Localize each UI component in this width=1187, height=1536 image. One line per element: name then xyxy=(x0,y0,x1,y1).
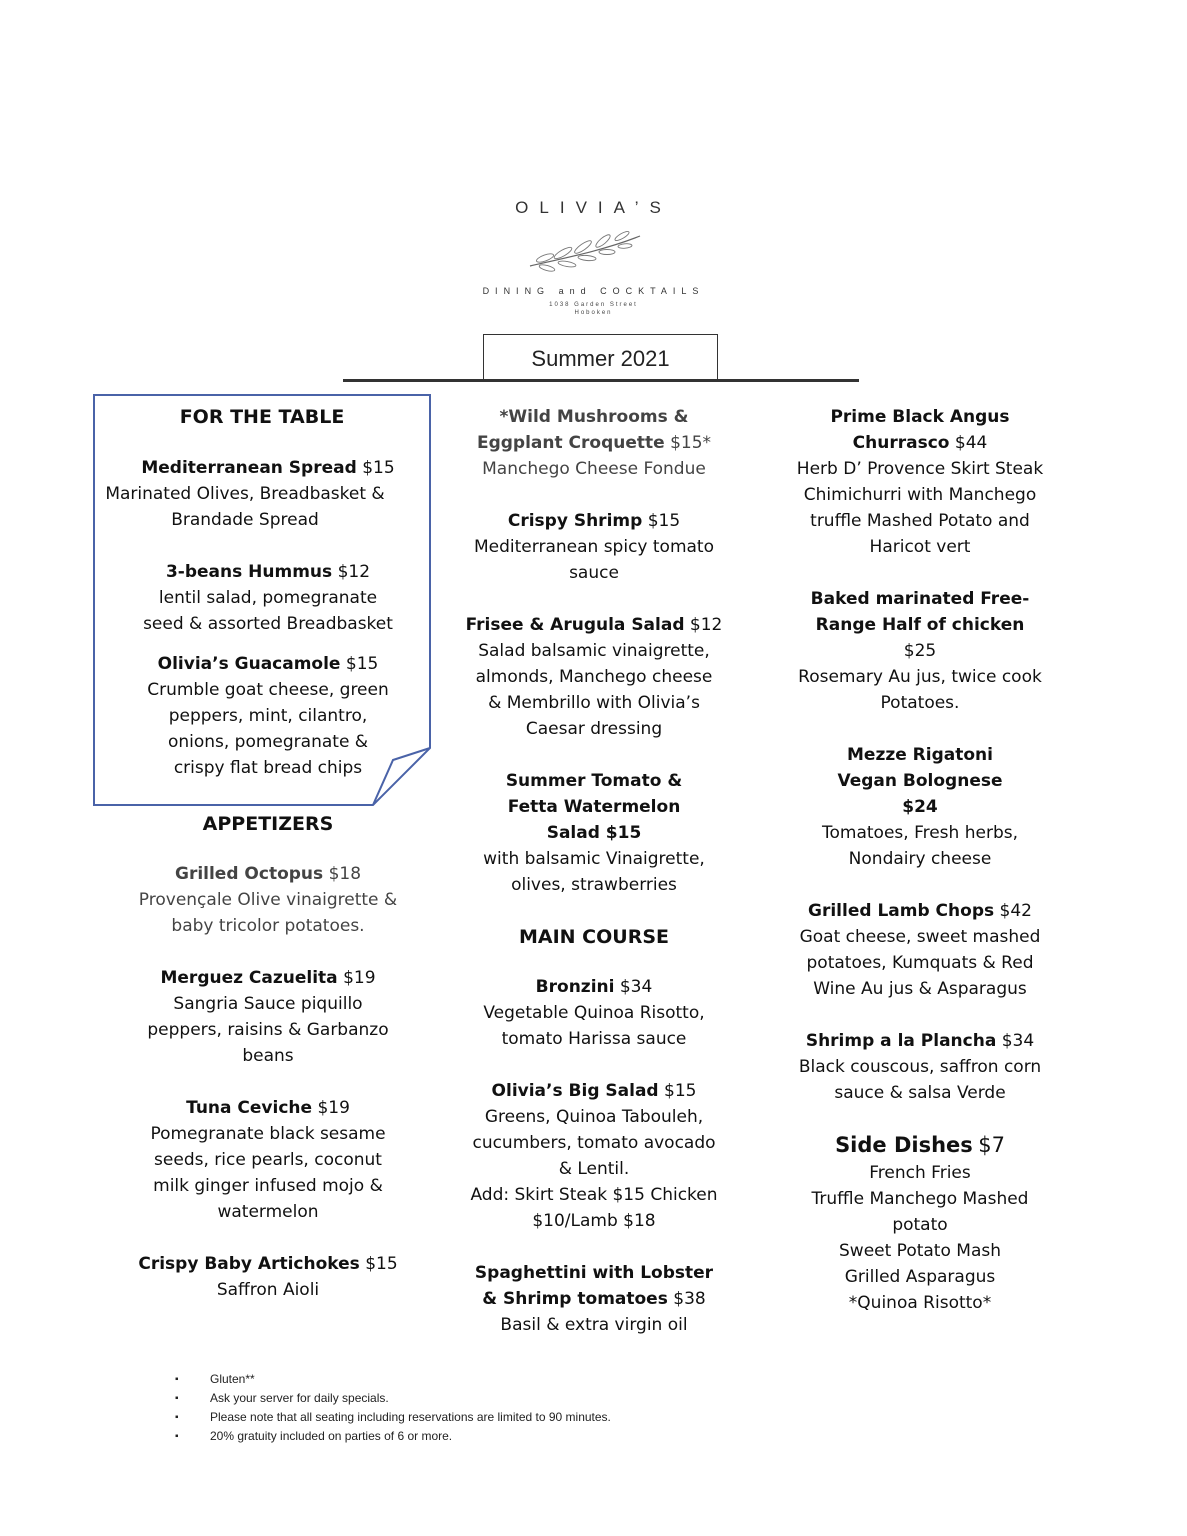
item-price: $19 xyxy=(343,968,376,988)
item-desc: Vegetable Quinoa Risotto, tomato Harissa sauce xyxy=(483,1003,705,1049)
side-item: Grilled Asparagus xyxy=(844,1267,996,1287)
menu-item xyxy=(95,861,441,939)
item-desc: Provençale Olive vinaigrette & baby tricolor potatoes. xyxy=(138,890,398,936)
side-item: *Quinoa Risotto* xyxy=(848,1293,992,1313)
item-price: $44 xyxy=(954,433,988,453)
item-name: Grilled Octopus xyxy=(174,864,324,884)
item-name: *Wild Mushrooms & Eggplant Croquette xyxy=(476,407,689,453)
item-price: $19 xyxy=(317,1098,350,1118)
side-dishes-price: $7 xyxy=(978,1133,1005,1157)
section-title-side-dishes: Side Dishes xyxy=(835,1133,973,1157)
side-dishes xyxy=(770,1132,1070,1316)
item-desc: Manchego Cheese Fondue xyxy=(482,459,706,479)
item-name: Olivia’s Guacamole xyxy=(157,654,341,674)
item-price: $25 xyxy=(903,641,937,661)
item-name: Grilled Lamb Chops xyxy=(808,901,995,921)
item-desc: Greens, Quinoa Tabouleh, cucumbers, tomato avocado & Lentil. xyxy=(472,1107,716,1179)
item-name: 3-beans Hummus xyxy=(165,562,333,582)
menu-item xyxy=(446,974,742,1052)
left-column xyxy=(95,404,441,1303)
item-price: $15 xyxy=(365,1254,398,1274)
item-desc: Marinated Olives, Breadbasket & Brandade Spread xyxy=(105,484,385,530)
item-name: Tuna Ceviche xyxy=(186,1098,313,1118)
menu-item xyxy=(95,651,441,781)
section-title-appetizers: APPETIZERS xyxy=(202,813,334,835)
item-extra: Add: Skirt Steak $15 Chicken $10/Lamb $18 xyxy=(470,1185,718,1231)
item-name: Frisee & Arugula Salad xyxy=(465,615,685,635)
item-desc: lentil salad, pomegranate seed & assorted Breadbasket xyxy=(143,588,393,634)
note-item: ▪ Please note that all seating including reservations are limited to 90 minutes. xyxy=(175,1408,611,1427)
menu-item xyxy=(770,898,1070,1002)
footer-notes xyxy=(175,1370,611,1446)
item-price: $12 xyxy=(337,562,371,582)
side-item: Truffle Manchego Mashed potato xyxy=(811,1189,1029,1235)
item-name: Crispy Shrimp xyxy=(507,511,643,531)
menu-item xyxy=(95,1095,441,1225)
side-item: Sweet Potato Mash xyxy=(839,1241,1001,1261)
olive-branch-icon xyxy=(525,228,645,276)
header-rule xyxy=(343,379,859,382)
menu-item xyxy=(446,1260,742,1338)
section-title-for-the-table: FOR THE TABLE xyxy=(179,406,345,428)
menu-item xyxy=(446,612,742,742)
item-desc: Basil & extra virgin oil xyxy=(500,1315,688,1335)
item-price: $34 xyxy=(619,977,653,997)
menu-item xyxy=(95,559,441,637)
item-price: $42 xyxy=(999,901,1032,921)
item-name: Merguez Cazuelita xyxy=(160,968,338,988)
section-title-main-course: MAIN COURSE xyxy=(518,926,669,948)
item-name: Shrimp a la Plancha xyxy=(805,1031,997,1051)
item-price: $34 xyxy=(1001,1031,1035,1051)
item-desc: Crumble goat cheese, green peppers, mint, cilantro, onions, pomegranate & crispy flat bread chips xyxy=(147,680,389,778)
menu-item xyxy=(770,586,1070,716)
right-column xyxy=(770,404,1070,1316)
brand-name: OLIVIA’S xyxy=(515,198,672,217)
item-desc: Tomatoes, Fresh herbs, Nondairy cheese xyxy=(822,823,1018,869)
item-desc: Goat cheese, sweet mashed potatoes, Kumquats & Red Wine Au jus & Asparagus xyxy=(799,927,1041,999)
menu-item xyxy=(446,768,742,898)
item-desc: Saffron Aioli xyxy=(216,1280,320,1300)
item-desc: Mediterranean spicy tomato sauce xyxy=(474,537,714,583)
item-price: $15* xyxy=(670,433,712,453)
item-price: $12 xyxy=(689,615,723,635)
item-desc: Sangria Sauce piquillo peppers, raisins & Garbanzo beans xyxy=(147,994,389,1066)
note-item: ▪ 20% gratuity included on parties of 6 or more. xyxy=(175,1427,611,1446)
note-item: ▪ Gluten** xyxy=(175,1370,611,1389)
item-desc: Black couscous, saffron corn sauce & salsa Verde xyxy=(798,1057,1042,1103)
item-name: Mediterranean Spread xyxy=(141,458,357,478)
item-price: $15 xyxy=(345,654,379,674)
note-item: ▪ Ask your server for daily specials. xyxy=(175,1389,611,1408)
item-price: $15 xyxy=(362,458,395,478)
item-price: $38 xyxy=(673,1289,706,1309)
menu-item xyxy=(446,508,742,586)
menu-item xyxy=(95,1251,441,1303)
item-price: $18 xyxy=(328,864,362,884)
brand-subtitle: DINING and COCKTAILS xyxy=(482,286,705,296)
menu-item xyxy=(770,1028,1070,1106)
item-name: Spaghettini with Lobster & Shrimp tomatoes xyxy=(474,1263,714,1309)
item-name: Bronzini xyxy=(535,977,615,997)
menu-item xyxy=(446,1078,742,1234)
item-price: $15 xyxy=(647,511,681,531)
menu-item xyxy=(95,965,441,1069)
item-name: Summer Tomato & Fetta Watermelon Salad $15 xyxy=(505,771,683,843)
menu-item xyxy=(95,455,441,533)
item-price: $15 xyxy=(664,1081,697,1101)
menu-item xyxy=(770,742,1070,872)
menu-item xyxy=(770,404,1070,560)
address-street: 1038 Garden Street xyxy=(549,302,638,308)
item-desc: Herb D’ Provence Skirt Steak Chimichurri with Manchego truffle Mashed Potato and Haricot vert xyxy=(796,459,1044,557)
address-city: Hoboken xyxy=(574,310,613,316)
item-name: Baked marinated Free-Range Half of chicken xyxy=(810,589,1030,635)
middle-column xyxy=(446,404,742,1338)
side-item: French Fries xyxy=(869,1163,971,1183)
item-name: Crispy Baby Artichokes xyxy=(138,1254,360,1274)
item-name: Mezze Rigatoni Vegan Bolognese $24 xyxy=(837,745,1003,817)
item-desc: Pomegranate black sesame seeds, rice pearls, coconut milk ginger infused mojo & watermelon xyxy=(150,1124,386,1222)
item-desc: with balsamic Vinaigrette, olives, strawberries xyxy=(483,849,705,895)
item-desc: Salad balsamic vinaigrette, almonds, Manchego cheese & Membrillo with Olivia’s Caesar dressing xyxy=(475,641,713,739)
item-name: Olivia’s Big Salad xyxy=(491,1081,659,1101)
item-desc: Rosemary Au jus, twice cook Potatoes. xyxy=(798,667,1042,713)
season-label: Summer 2021 xyxy=(483,334,718,380)
menu-item xyxy=(446,404,742,482)
item-name: Prime Black Angus Churrasco xyxy=(830,407,1010,453)
brand-address xyxy=(0,301,1187,317)
